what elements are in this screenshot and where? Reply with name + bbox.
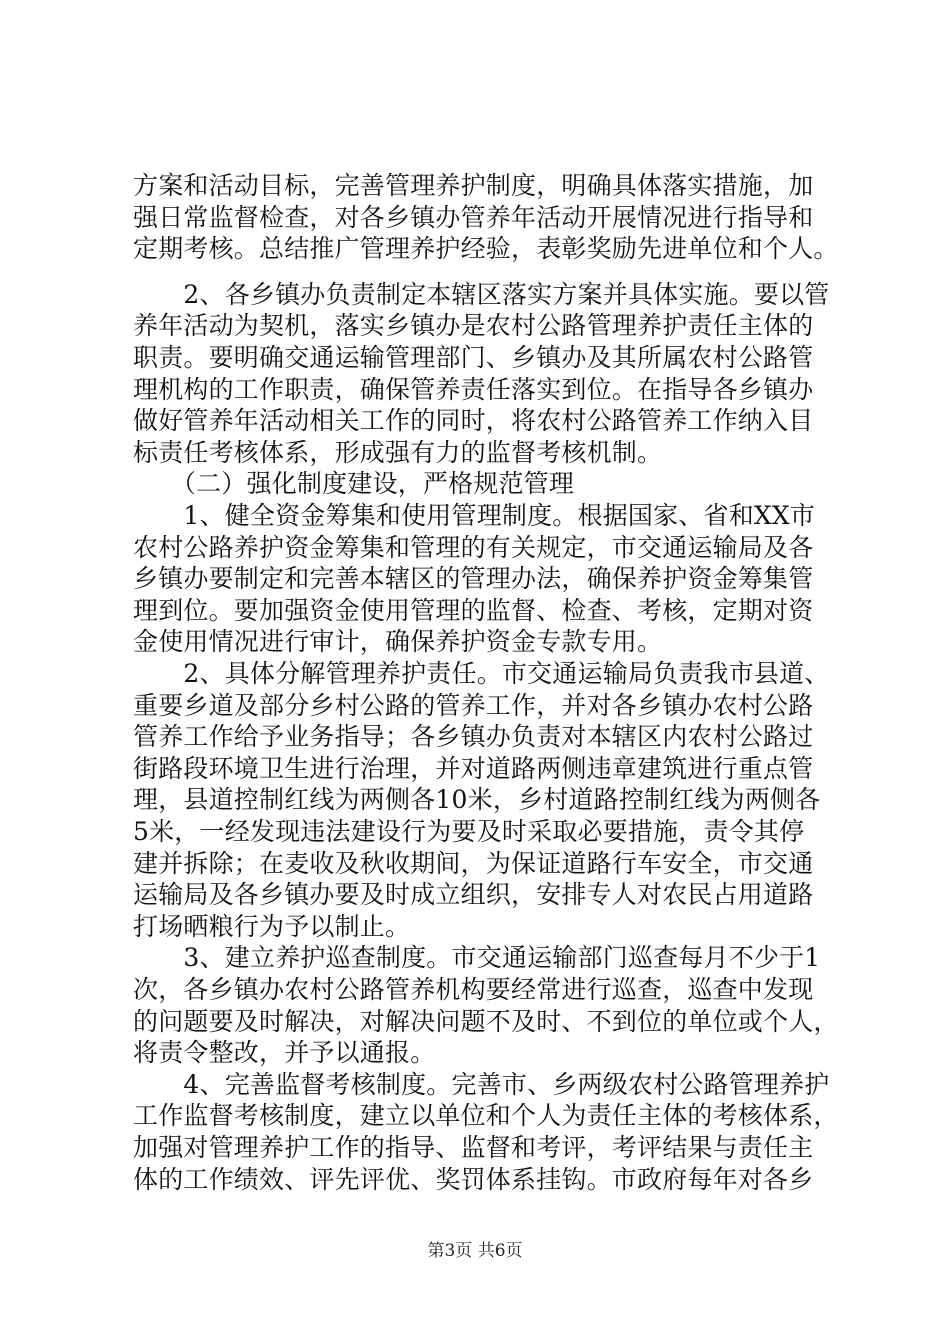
text-line: 4、完善监督考核制度。完善市、乡两级农村公路管理养护	[133, 1069, 830, 1099]
text-line: 建并拆除；在麦收及秋收期间，为保证道路行车安全，市交通	[133, 848, 814, 878]
text-line: 职责。要明确交通运输管理部门、乡镇办及其所属农村公路管	[133, 343, 814, 372]
text-line: 强日常监督检查，对各乡镇办管养年活动开展情况进行指导和	[133, 202, 814, 232]
text-line: 街路段环境卫生进行治理，并对道路两侧违章建筑进行重点管	[133, 753, 814, 783]
text-line: 金使用情况进行审计，确保养护资金专款专用。	[133, 627, 663, 657]
text-line: 打场晒粮行为予以制止。	[133, 911, 411, 941]
text-line: 体的工作绩效、评先评优、奖罚体系挂钩。市政府每年对各乡	[133, 1164, 814, 1194]
text-line: 理，县道控制红线为两侧各10米，乡村道路控制红线为两侧各	[133, 785, 821, 815]
page-footer: 第3页 共6页	[427, 1241, 523, 1261]
text-line: 3、建立养护巡查制度。市交通运输部门巡查每月不少于1	[133, 943, 821, 973]
text-line: 标责任考核体系，形成强有力的监督考核机制。	[133, 437, 663, 467]
text-line: 的问题要及时解决，对解决问题不及时、不到位的单位或个人，	[133, 1006, 839, 1036]
text-line: 次，各乡镇办农村公路管养机构要经常进行巡查，巡查中发现	[133, 975, 814, 1004]
text-line: 2、具体分解管理养护责任。市交通运输局负责我市县道、	[133, 659, 830, 688]
text-line: 定期考核。总结推广管理养护经验，表彰奖励先进单位和个人。	[133, 234, 839, 264]
text-line: 养年活动为契机，落实乡镇办是农村公路管理养护责任主体的	[133, 311, 814, 341]
text-line: 工作监督考核制度，建立以单位和个人为责任主体的考核体系，	[133, 1101, 839, 1131]
text-line: 理机构的工作职责，确保管养责任落实到位。在指导各乡镇办	[133, 374, 814, 404]
text-line: 运输局及各乡镇办要及时成立组织，安排专人对农民占用道路	[133, 880, 814, 910]
text-line: 2、各乡镇办负责制定本辖区落实方案并具体实施。要以管	[133, 279, 830, 309]
section-heading: （二）强化制度建设，严格规范管理	[133, 469, 575, 499]
text-line: 将责令整改，并予以通报。	[133, 1038, 436, 1068]
text-line: 理到位。要加强资金使用管理的监督、检查、考核，定期对资	[133, 595, 814, 625]
text-line: 农村公路养护资金筹集和管理的有关规定，市交通运输局及各	[133, 532, 814, 562]
text-line: 5米，一经发现违法建设行为要及时采取必要措施，责令其停	[133, 817, 805, 846]
text-line: 乡镇办要制定和完善本辖区的管理办法，确保养护资金筹集管	[133, 564, 814, 594]
text-line: 重要乡道及部分乡村公路的管养工作，并对各乡镇办农村公路	[133, 690, 814, 720]
text-line: 做好管养年活动相关工作的同时，将农村公路管养工作纳入目	[133, 406, 814, 436]
text-line: 1、健全资金筹集和使用管理制度。根据国家、省和XX市	[133, 501, 816, 530]
text-line: 加强对管理养护工作的指导、监督和考评，考评结果与责任主	[133, 1133, 814, 1162]
text-line: 管养工作给予业务指导；各乡镇办负责对本辖区内农村公路过	[133, 722, 814, 752]
text-line: 方案和活动目标，完善管理养护制度，明确具体落实措施，加	[133, 171, 814, 200]
